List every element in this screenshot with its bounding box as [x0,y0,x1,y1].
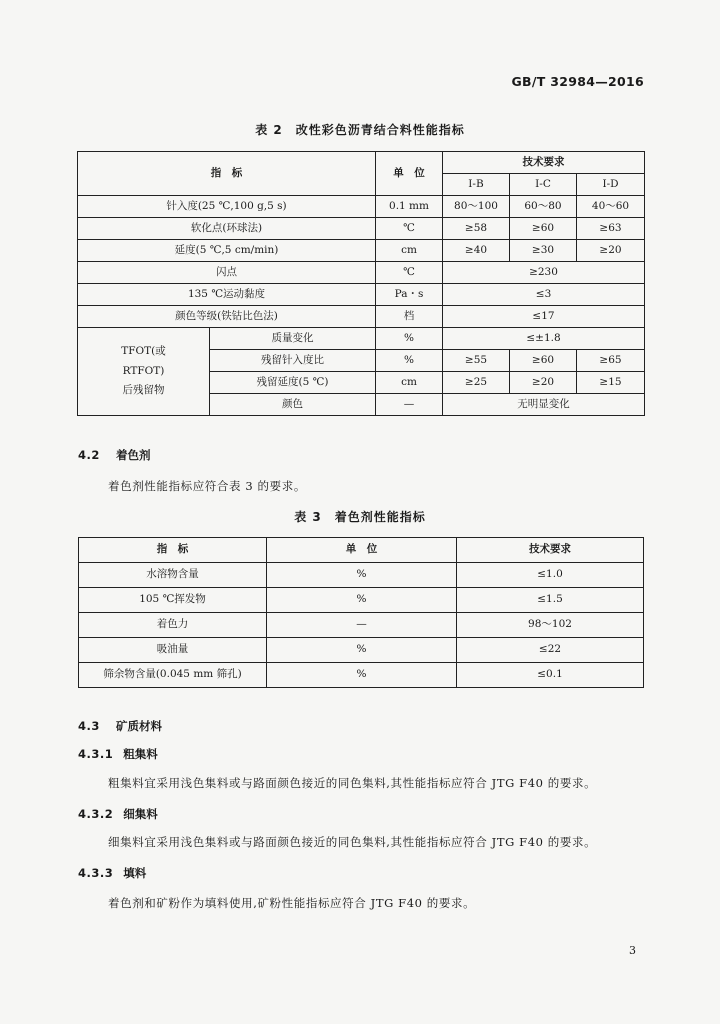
t2-tfot-group-line: TFOT(或 [121,344,166,357]
t2-tfot-group [78,328,210,416]
t2-cell-name: 质量变化 [210,328,376,350]
t2-cell-name: 残留延度(5 ℃) [210,372,376,394]
t2-cell-value: ≥58 [443,218,510,240]
t3-cell-value: 98～102 [457,613,644,638]
t3-cell-name: 105 ℃挥发物 [79,588,267,613]
t3-cell-name: 水溶物含量 [79,563,267,588]
table2-caption: 表 2 改性彩色沥青结合料性能指标 [255,123,465,137]
t2-cell-value: ≥60 [510,218,577,240]
t3-head-indicator: 指 标 [79,538,267,563]
t2-cell-name: 残留针入度比 [210,350,376,372]
table-row [78,240,645,262]
t2-cell-value: ≥65 [577,350,645,372]
section-number: 4.3.2 [78,807,114,821]
t2-cell-value: 40～60 [577,196,645,218]
table-row [79,613,644,638]
t2-cell-unit: Pa・s [376,284,443,306]
section-4-3-2-text: 细集料宜采用浅色集料或与路面颜色接近的同色集料,其性能指标应符合 JTG F40 的要求。 [108,835,597,849]
t2-head-unit: 单 位 [376,152,443,196]
t3-cell-name: 着色力 [79,613,267,638]
section-4-3-3-text: 着色剂和矿粉作为填料使用,矿粉性能指标应符合 JTG F40 的要求。 [108,896,476,910]
t3-cell-name: 筛余物含量(0.045 mm 筛孔) [79,663,267,688]
t3-head-tech-req: 技术要求 [457,538,644,563]
t3-cell-unit: % [267,588,457,613]
table-row [79,588,644,613]
t2-cell-name: 颜色等级(铁钴比色法) [78,306,376,328]
section-title: 填料 [123,866,147,880]
section-4-3-1-text: 粗集料宜采用浅色集料或与路面颜色接近的同色集料,其性能指标应符合 JTG F40 的要求。 [108,776,597,790]
section-number: 4.3 [78,719,100,733]
section-number: 4.3.3 [78,866,114,880]
t2-cell-name: 颜色 [210,394,376,416]
table-row [78,262,645,284]
table2 [77,151,645,416]
t3-head-unit: 单 位 [267,538,457,563]
t2-cell-unit: % [376,328,443,350]
table-row [78,328,645,350]
t2-cell-unit: cm [376,240,443,262]
section-title: 粗集料 [123,747,158,761]
table-row [79,563,644,588]
t2-head-tech-req: 技术要求 [443,152,645,174]
section-4-3-3-heading [78,865,146,881]
section-number: 4.3.1 [78,747,114,761]
t3-cell-value: ≤22 [457,638,644,663]
t2-cell-value: ≥30 [510,240,577,262]
t2-cell-name: 闪点 [78,262,376,284]
t2-grade: I-D [577,174,645,196]
t2-cell-unit: — [376,394,443,416]
t2-cell-unit: % [376,350,443,372]
t2-cell-name: 135 ℃运动黏度 [78,284,376,306]
section-4-2-text: 着色剂性能指标应符合表 3 的要求。 [108,479,306,493]
section-title: 矿质材料 [116,719,162,733]
table3-caption: 表 3 着色剂性能指标 [294,510,426,524]
t2-cell-unit: 0.1 mm [376,196,443,218]
t2-cell-unit: ℃ [376,218,443,240]
t2-cell-value: ≥20 [577,240,645,262]
section-title: 着色剂 [116,448,151,462]
t2-cell-merged: ≤±1.8 [443,328,645,350]
table-row [78,284,645,306]
section-4-2-heading [78,447,151,463]
t2-cell-value: ≥20 [510,372,577,394]
table-row [79,663,644,688]
section-4-3-1-heading [78,746,158,762]
t2-head-indicator: 指 标 [78,152,376,196]
table-row [79,638,644,663]
t2-cell-merged: 无明显变化 [443,394,645,416]
standard-number: GB/T 32984—2016 [511,74,644,89]
t2-cell-unit: 档 [376,306,443,328]
t2-grade: I-B [443,174,510,196]
t2-cell-name: 针入度(25 ℃,100 g,5 s) [78,196,376,218]
table-row [78,196,645,218]
t3-cell-name: 吸油量 [79,638,267,663]
t2-cell-value: 80～100 [443,196,510,218]
t3-cell-value: ≤1.5 [457,588,644,613]
t2-cell-value: ≥60 [510,350,577,372]
t3-cell-unit: % [267,638,457,663]
t2-cell-name: 软化点(环球法) [78,218,376,240]
t2-cell-merged: ≤17 [443,306,645,328]
t2-cell-unit: ℃ [376,262,443,284]
t2-grade: I-C [510,174,577,196]
table3 [78,537,644,688]
table-row [78,218,645,240]
t2-cell-merged: ≥230 [443,262,645,284]
t2-cell-merged: ≤3 [443,284,645,306]
section-4-3-heading [78,718,162,734]
t2-cell-name: 延度(5 ℃,5 cm/min) [78,240,376,262]
t2-cell-value: 60～80 [510,196,577,218]
t2-tfot-group-line: 后残留物 [122,384,165,397]
section-4-3-2-heading [78,806,158,822]
t2-cell-value: ≥25 [443,372,510,394]
section-title: 细集料 [123,807,158,821]
t3-cell-value: ≤1.0 [457,563,644,588]
t3-cell-unit: — [267,613,457,638]
t2-cell-unit: cm [376,372,443,394]
t2-cell-value: ≥15 [577,372,645,394]
t3-cell-unit: % [267,563,457,588]
t2-cell-value: ≥55 [443,350,510,372]
section-number: 4.2 [78,448,100,462]
t2-cell-value: ≥63 [577,218,645,240]
table-row [78,306,645,328]
t3-cell-value: ≤0.1 [457,663,644,688]
t2-tfot-group-line: RTFOT) [122,364,165,377]
page-number: 3 [629,944,636,957]
t2-cell-value: ≥40 [443,240,510,262]
t3-cell-unit: % [267,663,457,688]
